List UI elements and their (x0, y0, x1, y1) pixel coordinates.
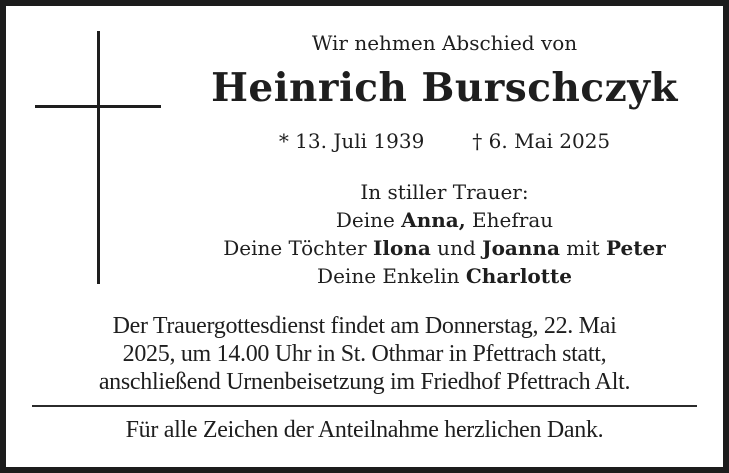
life-dates (166, 128, 723, 154)
mourner-text: Deine Töchter (223, 236, 374, 260)
divider-line (32, 405, 697, 407)
mourner-text: Deine Enkelin (317, 264, 466, 288)
service-line: Der Trauergottesdienst findet am Donnerstag, 22. Mai (112, 313, 617, 339)
deceased-name: Heinrich Burschczyk (211, 65, 678, 111)
service-details (6, 312, 723, 396)
mourner-text: Deine (335, 208, 402, 232)
intro-line: Wir nehmen Abschied von (311, 31, 578, 55)
birth-date: * 13. Juli 1939 (278, 129, 425, 153)
mourner-line-granddaughter (166, 262, 723, 290)
service-line: 2025, um 14.00 Uhr in St. Othmar in Pfettrach statt, (122, 341, 607, 367)
cross-icon-horizontal-bar (35, 105, 161, 108)
mourner-name: Joanna (482, 236, 560, 260)
mourner-name: Ilona (373, 236, 431, 260)
mourner-name: Peter (606, 236, 666, 260)
mourner-name: Charlotte (465, 264, 572, 288)
death-date: † 6. Mai 2025 (472, 129, 611, 153)
mourner-line-wife (166, 206, 723, 234)
upper-text-block (166, 6, 723, 290)
mourner-name: Anna, (401, 208, 466, 232)
cross-icon-vertical-bar (97, 31, 100, 284)
mourning-header: In stiller Trauer: (360, 180, 529, 204)
service-line: anschließend Urnenbeisetzung im Friedhof Pfettrach Alt. (98, 369, 631, 395)
thanks-line: Für alle Zeichen der Anteilnahme herzlichen Dank. (125, 417, 604, 443)
mourner-text: Ehefrau (465, 208, 554, 232)
mourner-line-daughters (166, 234, 723, 262)
mourner-text: mit (559, 236, 607, 260)
mourner-text: und (430, 236, 483, 260)
mourning-block (166, 178, 723, 290)
